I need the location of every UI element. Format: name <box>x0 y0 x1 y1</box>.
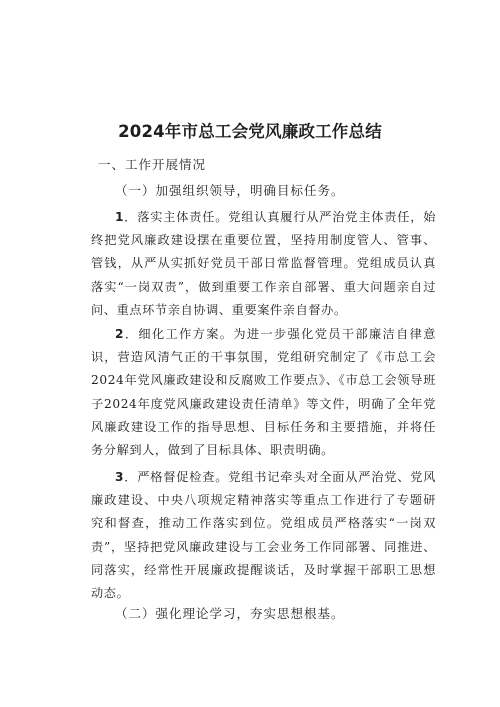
paragraph-text: ．细化工作方案。为进一步强化党员干部廉洁自律意识，营造风清气正的干事氛围，党组研究制定了《市总工会2024年党风廉政建设和反腐败工作要点》、《市总工会领导班子2024年度党风廉政建设责任清单》等文件，明确了全年党风廉政建设工作的指导思想、目标任务和主要措施，并将任务分解到人，做到了目标具体、职责明确。 <box>91 327 436 458</box>
paragraph-number: 1 <box>115 210 125 224</box>
paragraph-text: ．落实主体责任。党组认真履行从严治党主体责任，始终把党风廉政建设摆在重要位置，坚持用制度管人、管事、管钱，从严从实抓好党员干部日常监督管理。党组成员认真落实“一岗双责”，做到重要工作亲自部署、重大问题亲自过问、重点环节亲自协调、重要案件亲自督办。 <box>91 210 436 317</box>
document-title: 2024年市总工会党风廉政工作总结 <box>118 122 382 141</box>
subsection-heading: （二）强化理论学习，夯实思想根基。 <box>115 606 345 621</box>
body-paragraph <box>91 206 436 322</box>
paragraph-number: 3 <box>115 470 125 484</box>
body-paragraph <box>91 466 436 605</box>
paragraph-number: 2 <box>115 327 125 341</box>
paragraph-text: ．严格督促检查。党组书记牵头对全面从严治党、党风廉政建设、中央八项规定精神落实等重点工作进行了专题研究和督查，推动工作落实到位。党组成员严格落实“一岗双责”，坚持把党风廉政建设与工会业务工作同部署、同推进、同落实，经常性开展廉政提醒谈话，及时掌握干部职工思想动态。 <box>91 470 436 601</box>
section-heading: 一、工作开展情况 <box>98 157 207 172</box>
body-paragraph <box>91 323 436 462</box>
subsection-heading: （一）加强组织领导，明确目标任务。 <box>115 183 345 198</box>
